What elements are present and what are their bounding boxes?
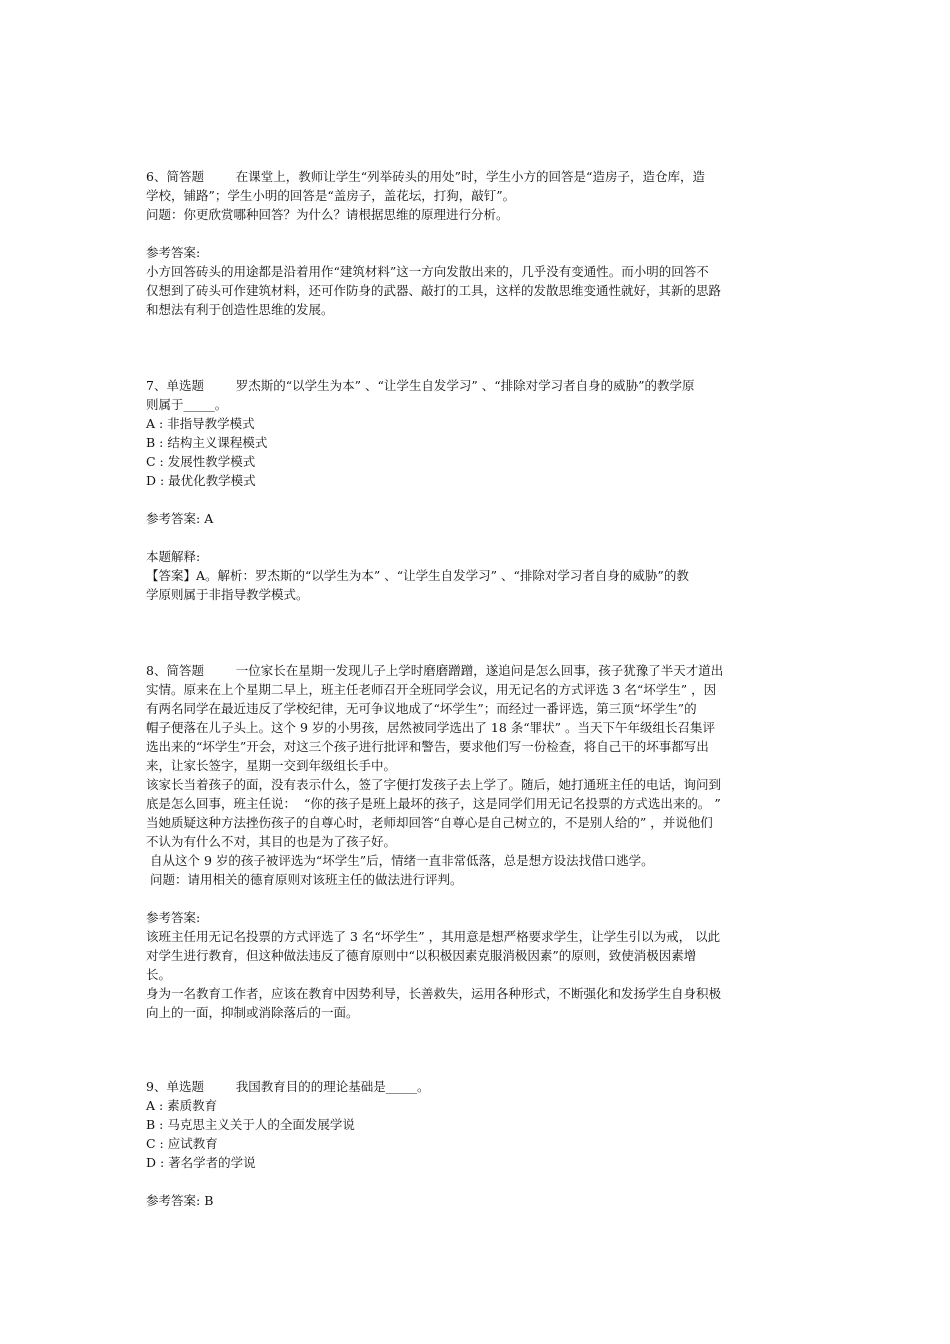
question-stem-line: 我国教育目的的理论基础是_____。 [235,1079,430,1094]
question-stem-line: 当她质疑这种方法挫伤孩子的自尊心时，老师却回答“自尊心是自己树立的，不是别人给的” ，并说他们 [146,815,713,830]
question-type: 单选题 [166,378,204,393]
question-6 [146,167,810,319]
question-number: 7、 [146,378,167,393]
answer-label: 参考答案: [146,910,201,925]
question-stem-line: 该家长当着孩子的面，没有表示什么，签了字便打发孩子去上学了。随后，她打通班主任的电话，询问到 [146,777,722,792]
option-d: D : 著名学者的学说 [146,1155,256,1170]
option-c: C : 应试教育 [146,1136,218,1151]
explanation-line: 学原则属于非指导教学模式。 [146,587,309,602]
question-stem-line: 有两名同学在最近违反了学校纪律，无可争议地成了“坏学生”；而经过一番评选，第三顶“坏学生”的 [146,701,697,716]
option-b: B : 马克思主义关于人的全面发展学说 [146,1117,355,1132]
answer-value: A [204,511,214,526]
answer-row [146,509,810,528]
option-a: A : 素质教育 [146,1098,218,1113]
question-8 [146,661,810,1022]
question-stem-line: 来，让家长签字，星期一交到年级组长手中。 [146,758,397,773]
question-number: 6、 [146,169,167,184]
answer-line: 仅想到了砖头可作建筑材料，还可作防身的武器、敲打的工具，这样的发散思维变通性就好，其新的思路 [146,283,722,298]
question-6-head [146,167,810,186]
option-c: C : 发展性教学模式 [146,454,256,469]
answer-label: 参考答案: [146,1193,201,1208]
question-stem-line: 学校，铺路”；学生小明的回答是“盖房子，盖花坛，打狗，敲钉”。 [146,188,516,203]
question-type: 简答题 [166,663,204,678]
question-stem-line: 罗杰斯的“以学生为本” 、“让学生自发学习” 、“排除对学习者自身的威胁”的教学原 [235,378,695,393]
question-9 [146,1077,810,1210]
question-stem-line: 实情。原来在上个星期二早上，班主任老师召开全班同学会议，用无记名的方式评选 3 名“坏学生” ，因 [146,682,717,697]
answer-line: 长。 [146,967,172,982]
question-7-head [146,376,810,395]
answer-line: 对学生进行教育，但这种做法违反了德育原则中“以积极因素克服消极因素”的原则，致使消极因素增 [146,948,697,963]
question-type: 简答题 [166,169,204,184]
answer-label: 参考答案: [146,245,201,260]
answer-value: B [204,1193,214,1208]
option-a: A : 非指导教学模式 [146,416,255,431]
question-stem-line: 自从这个 9 岁的孩子被评选为“坏学生”后，情绪一直非常低落，总是想方设法找借口逃学。 [146,853,654,868]
question-8-head [146,661,810,680]
option-d: D : 最优化教学模式 [146,473,256,488]
explanation-line: 【答案】A。解析：罗杰斯的“以学生为本” 、“让学生自发学习” 、“排除对学习者自身的威胁”的教 [146,568,689,583]
question-stem-line: 不认为有什么不对，其目的也是为了孩子好。 [146,834,397,849]
answer-row [146,1191,810,1210]
question-7 [146,376,810,604]
question-stem-line: 底是怎么回事，班主任说： “你的孩子是班上最坏的孩子，这是同学们用无记名投票的方式选出来的。 ” [146,796,721,811]
answer-label: 参考答案: [146,511,201,526]
option-b: B : 结构主义课程模式 [146,435,268,450]
answer-line: 身为一名教育工作者，应该在教育中因势利导，长善救失，运用各种形式，不断强化和发扬学生自身积极 [146,986,722,1001]
question-stem-line: 在课堂上，教师让学生“列举砖头的用处”时，学生小方的回答是“造房子，造仓库，造 [235,169,705,184]
question-9-head [146,1077,810,1096]
question-number: 9、 [146,1079,167,1094]
question-number: 8、 [146,663,167,678]
question-stem-line: 帽子便落在儿子头上。这个 9 岁的小男孩，居然被同学选出了 18 条“罪状” 。当天下午年级组长召集评 [146,720,716,735]
question-stem-line: 问题：你更欣赏哪种回答？为什么？请根据思维的原理进行分析。 [146,207,509,222]
answer-line: 向上的一面，抑制或消除落后的一面。 [146,1005,359,1020]
document-page [146,167,810,1210]
question-stem-line: 一位家长在星期一发现儿子上学时磨磨蹭蹭，遂追问是怎么回事，孩子犹豫了半天才道出 [235,663,724,678]
answer-line: 和想法有利于创造性思维的发展。 [146,302,334,317]
question-stem-line: 选出来的“坏学生”开会，对这三个孩子进行批评和警告，要求他们写一份检查，将自己干的坏事都写出 [146,739,709,754]
question-stem-line: 问题：请用相关的德育原则对该班主任的做法进行评判。 [146,872,463,887]
question-type: 单选题 [166,1079,204,1094]
answer-line: 该班主任用无记名投票的方式评选了 3 名“坏学生” ，其用意是想严格要求学生，让学生引以为戒， 以此 [146,929,721,944]
answer-line: 小方回答砖头的用途都是沿着用作“建筑材料”这一方向发散出来的，几乎没有变通性。而小明的回答不 [146,264,709,279]
question-stem-line: 则属于_____。 [146,397,228,412]
explanation-label: 本题解释: [146,549,201,564]
